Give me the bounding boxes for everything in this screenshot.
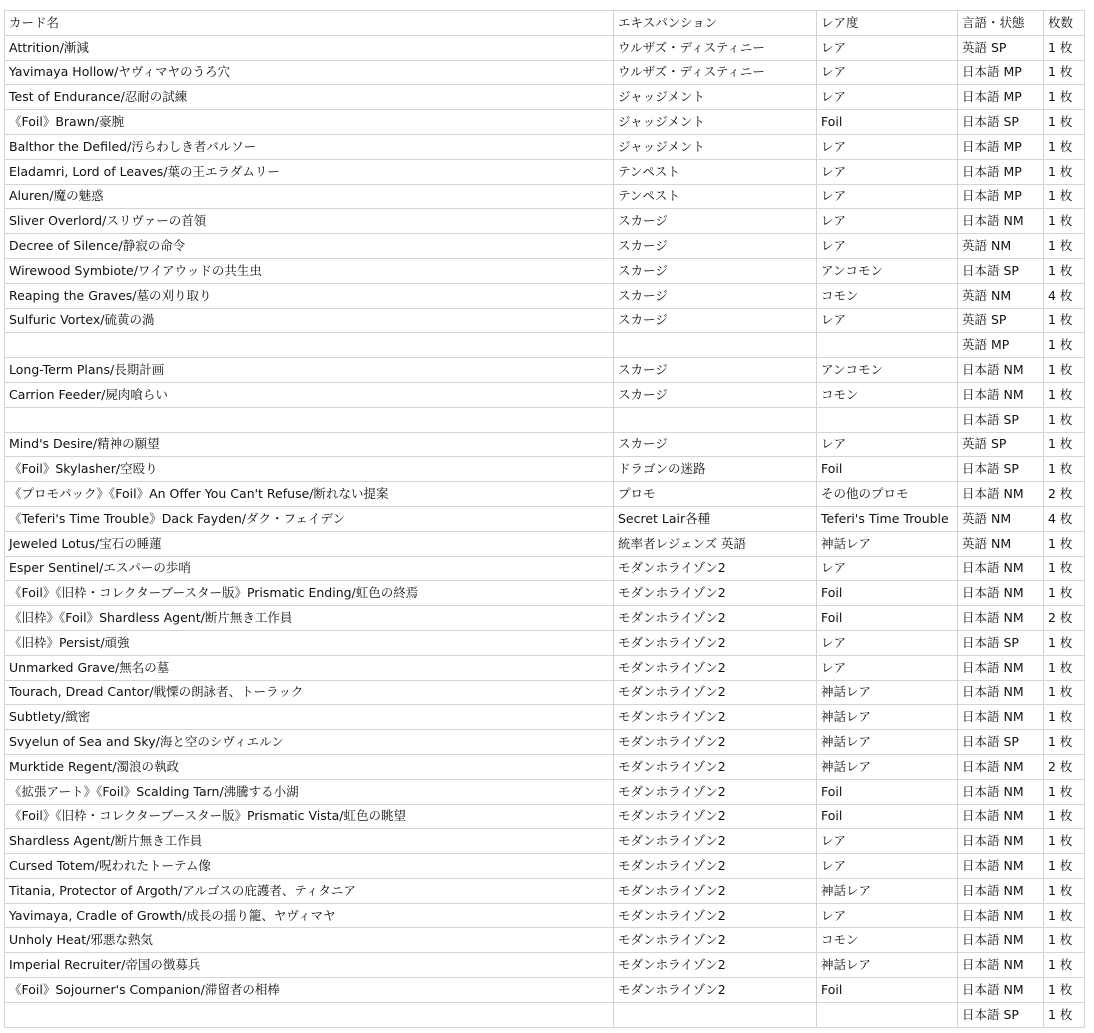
rarity-cell[interactable]: アンコモン: [817, 258, 958, 283]
expansion-cell[interactable]: スカージ: [614, 283, 817, 308]
card-name-cell[interactable]: Sulfuric Vortex/硫黄の渦: [5, 308, 614, 333]
quantity-cell[interactable]: 1 枚: [1044, 184, 1085, 209]
rarity-cell[interactable]: Foil: [817, 457, 958, 482]
language-condition-cell[interactable]: 日本語 MP: [958, 85, 1044, 110]
card-name-cell[interactable]: Aluren/魔の魅惑: [5, 184, 614, 209]
table-row: [5, 159, 1085, 184]
card-name-cell[interactable]: 《旧枠》《Foil》Shardless Agent/断片無き工作員: [5, 606, 614, 631]
card-name-cell[interactable]: Cursed Totem/呪われたトーテム像: [5, 854, 614, 879]
expansion-cell[interactable]: モダンホライゾン2: [614, 928, 817, 953]
card-name-cell[interactable]: Yavimaya, Cradle of Growth/成長の揺り籠、ヤヴィマヤ: [5, 903, 614, 928]
rarity-cell[interactable]: Foil: [817, 804, 958, 829]
language-condition-cell[interactable]: 日本語 NM: [958, 680, 1044, 705]
card-name-cell[interactable]: Subtlety/緻密: [5, 705, 614, 730]
quantity-cell[interactable]: 2 枚: [1044, 482, 1085, 507]
quantity-cell[interactable]: 1 枚: [1044, 531, 1085, 556]
expansion-cell[interactable]: モダンホライゾン2: [614, 730, 817, 755]
rarity-cell[interactable]: コモン: [817, 928, 958, 953]
expansion-cell[interactable]: モダンホライゾン2: [614, 829, 817, 854]
table-row: [5, 432, 1085, 457]
quantity-cell[interactable]: 1 枚: [1044, 432, 1085, 457]
card-name-cell[interactable]: Esper Sentinel/エスパーの歩哨: [5, 556, 614, 581]
header-language-condition: 言語・状態: [958, 11, 1044, 36]
rarity-cell[interactable]: アンコモン: [817, 358, 958, 383]
expansion-cell[interactable]: スカージ: [614, 234, 817, 259]
table-row: [5, 854, 1085, 879]
header-expansion: エキスパンション: [614, 11, 817, 36]
rarity-cell[interactable]: レア: [817, 308, 958, 333]
expansion-cell[interactable]: テンペスト: [614, 184, 817, 209]
card-name-cell[interactable]: Eladamri, Lord of Leaves/葉の王エラダムリー: [5, 159, 614, 184]
language-condition-cell[interactable]: 日本語 NM: [958, 655, 1044, 680]
expansion-cell[interactable]: モダンホライゾン2: [614, 680, 817, 705]
rarity-cell[interactable]: 神話レア: [817, 680, 958, 705]
language-condition-cell[interactable]: 日本語 NM: [958, 705, 1044, 730]
quantity-cell[interactable]: 1 枚: [1044, 928, 1085, 953]
quantity-cell[interactable]: 1 枚: [1044, 804, 1085, 829]
rarity-cell[interactable]: Foil: [817, 779, 958, 804]
expansion-cell[interactable]: ドラゴンの迷路: [614, 457, 817, 482]
rarity-cell[interactable]: レア: [817, 85, 958, 110]
rarity-cell[interactable]: レア: [817, 829, 958, 854]
expansion-cell[interactable]: ジャッジメント: [614, 110, 817, 135]
quantity-cell[interactable]: 1 枚: [1044, 60, 1085, 85]
table-row: [5, 482, 1085, 507]
language-condition-cell[interactable]: 英語 NM: [958, 531, 1044, 556]
table-row: [5, 60, 1085, 85]
language-condition-cell[interactable]: 日本語 SP: [958, 457, 1044, 482]
language-condition-cell[interactable]: 日本語 SP: [958, 110, 1044, 135]
card-name-cell[interactable]: Shardless Agent/断片無き工作員: [5, 829, 614, 854]
quantity-cell[interactable]: 1 枚: [1044, 110, 1085, 135]
rarity-cell[interactable]: レア: [817, 655, 958, 680]
card-name-cell[interactable]: Sliver Overlord/スリヴァーの首領: [5, 209, 614, 234]
language-condition-cell[interactable]: 英語 NM: [958, 506, 1044, 531]
expansion-cell[interactable]: スカージ: [614, 358, 817, 383]
expansion-cell[interactable]: モダンホライゾン2: [614, 978, 817, 1003]
language-condition-cell[interactable]: 日本語 SP: [958, 407, 1044, 432]
expansion-cell[interactable]: スカージ: [614, 382, 817, 407]
rarity-cell[interactable]: 神話レア: [817, 730, 958, 755]
card-name-cell[interactable]: 《旧枠》Persist/頑強: [5, 630, 614, 655]
rarity-cell[interactable]: レア: [817, 234, 958, 259]
quantity-cell[interactable]: 1 枚: [1044, 630, 1085, 655]
table-row: [5, 705, 1085, 730]
quantity-cell[interactable]: 1 枚: [1044, 358, 1085, 383]
expansion-cell[interactable]: スカージ: [614, 308, 817, 333]
quantity-cell[interactable]: 1 枚: [1044, 234, 1085, 259]
language-condition-cell[interactable]: 日本語 NM: [958, 606, 1044, 631]
table-row: [5, 333, 1085, 358]
quantity-cell[interactable]: 1 枚: [1044, 581, 1085, 606]
language-condition-cell[interactable]: 英語 NM: [958, 283, 1044, 308]
table-row: [5, 234, 1085, 259]
table-row: [5, 978, 1085, 1003]
card-name-cell[interactable]: 《拡張アート》《Foil》Scalding Tarn/沸騰する小湖: [5, 779, 614, 804]
table-row: [5, 928, 1085, 953]
language-condition-cell[interactable]: 日本語 NM: [958, 903, 1044, 928]
table-row: [5, 779, 1085, 804]
language-condition-cell[interactable]: 日本語 MP: [958, 159, 1044, 184]
card-name-cell[interactable]: Unholy Heat/邪悪な熱気: [5, 928, 614, 953]
quantity-cell[interactable]: 1 枚: [1044, 134, 1085, 159]
expansion-cell[interactable]: モダンホライゾン2: [614, 804, 817, 829]
rarity-cell[interactable]: Foil: [817, 978, 958, 1003]
table-row: [5, 754, 1085, 779]
expansion-cell[interactable]: モダンホライゾン2: [614, 854, 817, 879]
card-name-cell[interactable]: Mind's Desire/精神の願望: [5, 432, 614, 457]
card-inventory-table: [4, 10, 1085, 1028]
card-name-cell[interactable]: 《Foil》《旧枠・コレクターブースター版》Prismatic Vista/虹色の眺望: [5, 804, 614, 829]
card-name-cell[interactable]: 《プロモパック》《Foil》An Offer You Can't Refuse/断れない提案: [5, 482, 614, 507]
rarity-cell[interactable]: レア: [817, 209, 958, 234]
rarity-cell[interactable]: 神話レア: [817, 878, 958, 903]
rarity-cell[interactable]: レア: [817, 556, 958, 581]
rarity-cell[interactable]: レア: [817, 35, 958, 60]
expansion-cell[interactable]: モダンホライゾン2: [614, 655, 817, 680]
quantity-cell[interactable]: 1 枚: [1044, 382, 1085, 407]
language-condition-cell[interactable]: 日本語 SP: [958, 630, 1044, 655]
table-row: [5, 730, 1085, 755]
language-condition-cell[interactable]: 日本語 NM: [958, 953, 1044, 978]
quantity-cell[interactable]: 1 枚: [1044, 655, 1085, 680]
rarity-cell[interactable]: Foil: [817, 110, 958, 135]
table-row: [5, 630, 1085, 655]
card-name-cell[interactable]: Carrion Feeder/屍肉喰らい: [5, 382, 614, 407]
rarity-cell[interactable]: [817, 1002, 958, 1027]
language-condition-cell[interactable]: 日本語 MP: [958, 134, 1044, 159]
quantity-cell[interactable]: 1 枚: [1044, 1002, 1085, 1027]
expansion-cell[interactable]: スカージ: [614, 209, 817, 234]
expansion-cell[interactable]: ウルザズ・ディスティニー: [614, 35, 817, 60]
language-condition-cell[interactable]: 日本語 NM: [958, 556, 1044, 581]
quantity-cell[interactable]: 1 枚: [1044, 829, 1085, 854]
rarity-cell[interactable]: レア: [817, 159, 958, 184]
quantity-cell[interactable]: 1 枚: [1044, 258, 1085, 283]
table-row: [5, 1002, 1085, 1027]
card-name-cell[interactable]: Test of Endurance/忍耐の試練: [5, 85, 614, 110]
table-row: [5, 953, 1085, 978]
table-row: [5, 829, 1085, 854]
header-rarity: レア度: [817, 11, 958, 36]
card-name-cell[interactable]: Murktide Regent/濁浪の執政: [5, 754, 614, 779]
table-row: [5, 258, 1085, 283]
quantity-cell[interactable]: 1 枚: [1044, 978, 1085, 1003]
table-row: [5, 209, 1085, 234]
quantity-cell[interactable]: 4 枚: [1044, 283, 1085, 308]
card-name-cell[interactable]: Imperial Recruiter/帝国の徴募兵: [5, 953, 614, 978]
expansion-cell[interactable]: テンペスト: [614, 159, 817, 184]
rarity-cell[interactable]: 神話レア: [817, 531, 958, 556]
language-condition-cell[interactable]: 日本語 SP: [958, 258, 1044, 283]
quantity-cell[interactable]: 1 枚: [1044, 209, 1085, 234]
card-name-cell[interactable]: [5, 407, 614, 432]
card-name-cell[interactable]: Svyelun of Sea and Sky/海と空のシヴィエルン: [5, 730, 614, 755]
expansion-cell[interactable]: モダンホライゾン2: [614, 630, 817, 655]
rarity-cell[interactable]: レア: [817, 134, 958, 159]
card-name-cell[interactable]: Jeweled Lotus/宝石の睡蓮: [5, 531, 614, 556]
table-row: [5, 606, 1085, 631]
table-row: [5, 903, 1085, 928]
table-row: [5, 134, 1085, 159]
quantity-cell[interactable]: 1 枚: [1044, 953, 1085, 978]
card-name-cell[interactable]: Yavimaya Hollow/ヤヴィマヤのうろ穴: [5, 60, 614, 85]
table-header-row: [5, 11, 1085, 36]
rarity-cell[interactable]: Foil: [817, 581, 958, 606]
rarity-cell[interactable]: [817, 407, 958, 432]
language-condition-cell[interactable]: 英語 SP: [958, 35, 1044, 60]
expansion-cell[interactable]: [614, 333, 817, 358]
card-name-cell[interactable]: Balthor the Defiled/汚らわしき者バルソー: [5, 134, 614, 159]
card-name-cell[interactable]: Attrition/漸減: [5, 35, 614, 60]
table-row: [5, 680, 1085, 705]
expansion-cell[interactable]: ジャッジメント: [614, 85, 817, 110]
quantity-cell[interactable]: 1 枚: [1044, 407, 1085, 432]
expansion-cell[interactable]: スカージ: [614, 258, 817, 283]
expansion-cell[interactable]: モダンホライゾン2: [614, 779, 817, 804]
table-row: [5, 283, 1085, 308]
rarity-cell[interactable]: レア: [817, 60, 958, 85]
language-condition-cell[interactable]: 日本語 NM: [958, 358, 1044, 383]
quantity-cell[interactable]: 1 枚: [1044, 85, 1085, 110]
expansion-cell[interactable]: ウルザズ・ディスティニー: [614, 60, 817, 85]
language-condition-cell[interactable]: 英語 SP: [958, 308, 1044, 333]
card-name-cell[interactable]: Titania, Protector of Argoth/アルゴスの庇護者、ティタニア: [5, 878, 614, 903]
card-name-cell[interactable]: Tourach, Dread Cantor/戦慄の朗詠者、トーラック: [5, 680, 614, 705]
quantity-cell[interactable]: 1 枚: [1044, 854, 1085, 879]
language-condition-cell[interactable]: 英語 NM: [958, 234, 1044, 259]
table-row: [5, 358, 1085, 383]
quantity-cell[interactable]: 4 枚: [1044, 506, 1085, 531]
language-condition-cell[interactable]: 英語 MP: [958, 333, 1044, 358]
rarity-cell[interactable]: レア: [817, 184, 958, 209]
language-condition-cell[interactable]: 日本語 NM: [958, 804, 1044, 829]
rarity-cell[interactable]: レア: [817, 903, 958, 928]
quantity-cell[interactable]: 1 枚: [1044, 35, 1085, 60]
card-name-cell[interactable]: [5, 1002, 614, 1027]
header-card-name: カード名: [5, 11, 614, 36]
table-row: [5, 382, 1085, 407]
quantity-cell[interactable]: 1 枚: [1044, 556, 1085, 581]
language-condition-cell[interactable]: 日本語 NM: [958, 581, 1044, 606]
language-condition-cell[interactable]: 日本語 NM: [958, 754, 1044, 779]
expansion-cell[interactable]: モダンホライゾン2: [614, 581, 817, 606]
card-name-cell[interactable]: 《Teferi's Time Trouble》Dack Fayden/ダク・フェイデン: [5, 506, 614, 531]
card-name-cell[interactable]: Decree of Silence/静寂の命令: [5, 234, 614, 259]
table-row: [5, 184, 1085, 209]
card-name-cell[interactable]: Reaping the Graves/墓の刈り取り: [5, 283, 614, 308]
card-name-cell[interactable]: 《Foil》Brawn/豪腕: [5, 110, 614, 135]
language-condition-cell[interactable]: 日本語 NM: [958, 978, 1044, 1003]
quantity-cell[interactable]: 1 枚: [1044, 680, 1085, 705]
rarity-cell[interactable]: Teferi's Time Trouble: [817, 506, 958, 531]
card-name-cell[interactable]: Long-Term Plans/長期計画: [5, 358, 614, 383]
quantity-cell[interactable]: 1 枚: [1044, 333, 1085, 358]
expansion-cell[interactable]: Secret Lair各種: [614, 506, 817, 531]
table-row: [5, 506, 1085, 531]
expansion-cell[interactable]: スカージ: [614, 432, 817, 457]
rarity-cell[interactable]: [817, 333, 958, 358]
language-condition-cell[interactable]: 日本語 MP: [958, 184, 1044, 209]
rarity-cell[interactable]: Foil: [817, 606, 958, 631]
card-name-cell[interactable]: Unmarked Grave/無名の墓: [5, 655, 614, 680]
language-condition-cell[interactable]: 日本語 NM: [958, 878, 1044, 903]
language-condition-cell[interactable]: 日本語 NM: [958, 209, 1044, 234]
language-condition-cell[interactable]: 日本語 NM: [958, 382, 1044, 407]
table-row: [5, 878, 1085, 903]
rarity-cell[interactable]: コモン: [817, 382, 958, 407]
table-row: [5, 308, 1085, 333]
expansion-cell[interactable]: モダンホライゾン2: [614, 606, 817, 631]
expansion-cell[interactable]: モダンホライゾン2: [614, 953, 817, 978]
quantity-cell[interactable]: 1 枚: [1044, 457, 1085, 482]
table-row: [5, 531, 1085, 556]
quantity-cell[interactable]: 1 枚: [1044, 308, 1085, 333]
table-row: [5, 110, 1085, 135]
expansion-cell[interactable]: モダンホライゾン2: [614, 878, 817, 903]
language-condition-cell[interactable]: 日本語 NM: [958, 854, 1044, 879]
quantity-cell[interactable]: 2 枚: [1044, 606, 1085, 631]
language-condition-cell[interactable]: 日本語 NM: [958, 928, 1044, 953]
rarity-cell[interactable]: レア: [817, 854, 958, 879]
card-name-cell[interactable]: [5, 333, 614, 358]
table-row: [5, 85, 1085, 110]
table-row: [5, 35, 1085, 60]
language-condition-cell[interactable]: 日本語 SP: [958, 1002, 1044, 1027]
language-condition-cell[interactable]: 日本語 NM: [958, 829, 1044, 854]
expansion-cell[interactable]: [614, 407, 817, 432]
table-row: [5, 556, 1085, 581]
language-condition-cell[interactable]: 英語 SP: [958, 432, 1044, 457]
table-row: [5, 655, 1085, 680]
rarity-cell[interactable]: 神話レア: [817, 953, 958, 978]
table-row: [5, 581, 1085, 606]
language-condition-cell[interactable]: 日本語 NM: [958, 482, 1044, 507]
rarity-cell[interactable]: 神話レア: [817, 705, 958, 730]
table-row: [5, 407, 1085, 432]
quantity-cell[interactable]: 1 枚: [1044, 159, 1085, 184]
header-quantity: 枚数: [1044, 11, 1085, 36]
rarity-cell[interactable]: コモン: [817, 283, 958, 308]
expansion-cell[interactable]: モダンホライゾン2: [614, 705, 817, 730]
expansion-cell[interactable]: 統率者レジェンズ 英語: [614, 531, 817, 556]
expansion-cell[interactable]: [614, 1002, 817, 1027]
expansion-cell[interactable]: モダンホライゾン2: [614, 556, 817, 581]
quantity-cell[interactable]: 1 枚: [1044, 779, 1085, 804]
expansion-cell[interactable]: モダンホライゾン2: [614, 903, 817, 928]
rarity-cell[interactable]: 神話レア: [817, 754, 958, 779]
quantity-cell[interactable]: 1 枚: [1044, 705, 1085, 730]
rarity-cell[interactable]: レア: [817, 432, 958, 457]
card-name-cell[interactable]: 《Foil》《旧枠・コレクターブースター版》Prismatic Ending/虹色の終焉: [5, 581, 614, 606]
rarity-cell[interactable]: レア: [817, 630, 958, 655]
quantity-cell[interactable]: 1 枚: [1044, 730, 1085, 755]
language-condition-cell[interactable]: 日本語 MP: [958, 60, 1044, 85]
quantity-cell[interactable]: 1 枚: [1044, 878, 1085, 903]
table-row: [5, 804, 1085, 829]
expansion-cell[interactable]: プロモ: [614, 482, 817, 507]
rarity-cell[interactable]: その他のプロモ: [817, 482, 958, 507]
expansion-cell[interactable]: モダンホライゾン2: [614, 754, 817, 779]
language-condition-cell[interactable]: 日本語 NM: [958, 779, 1044, 804]
quantity-cell[interactable]: 1 枚: [1044, 903, 1085, 928]
quantity-cell[interactable]: 2 枚: [1044, 754, 1085, 779]
card-name-cell[interactable]: 《Foil》Sojourner's Companion/滞留者の相棒: [5, 978, 614, 1003]
card-name-cell[interactable]: Wirewood Symbiote/ワイアウッドの共生虫: [5, 258, 614, 283]
card-name-cell[interactable]: 《Foil》Skylasher/空殴り: [5, 457, 614, 482]
expansion-cell[interactable]: ジャッジメント: [614, 134, 817, 159]
table-row: [5, 457, 1085, 482]
language-condition-cell[interactable]: 日本語 SP: [958, 730, 1044, 755]
